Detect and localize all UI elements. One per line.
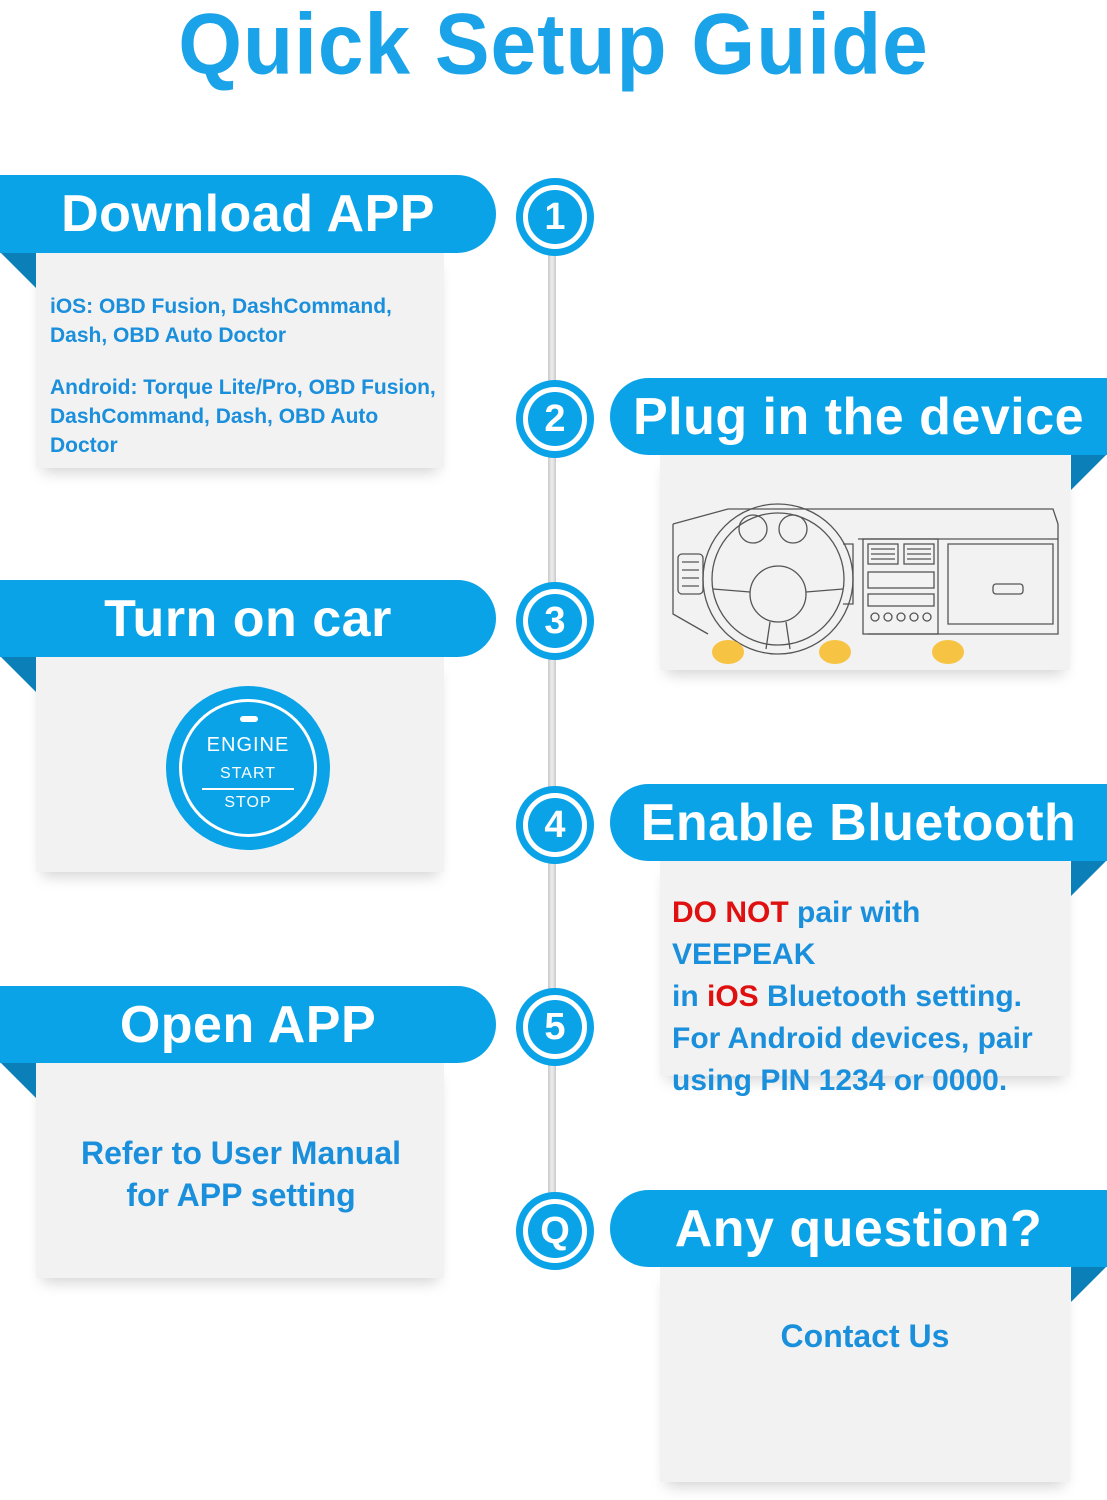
stop-label: STOP [224, 794, 272, 811]
engine-indicator-light [240, 716, 258, 722]
step-3-badge [516, 582, 594, 660]
step-5-card [36, 1062, 444, 1278]
step-3-heading: Turn on car [0, 580, 496, 657]
bluetooth-instructions [672, 892, 1068, 1102]
warning-text-2: Bluetooth setting. [758, 980, 1022, 1013]
question-letter: Q [528, 1204, 582, 1258]
do-not-warning: DO NOT [672, 896, 789, 929]
warning-text-in: in [672, 980, 707, 1013]
step-1-badge [516, 178, 594, 256]
step-5-heading: Open APP [0, 986, 496, 1063]
step-5-number: 5 [528, 1000, 582, 1054]
step-4-number: 4 [528, 798, 582, 852]
step-2-number: 2 [528, 392, 582, 446]
step-4-heading: Enable Bluetooth [610, 784, 1107, 861]
user-manual-text: Refer to User Manual for APP setting [80, 1135, 402, 1213]
banner-fold [1071, 860, 1107, 896]
ios-warning: iOS [707, 980, 759, 1013]
step-4-card [660, 860, 1070, 1097]
step-2-badge [516, 380, 594, 458]
step-1-android-apps: Android: Torque Lite/Pro, OBD Fusion, DashCommand, Dash, OBD Auto Doctor [50, 376, 436, 457]
warning-text-1: pair with VEEPEAK [672, 896, 921, 971]
step-2-heading: Plug in the device [610, 378, 1107, 455]
step-3-number: 3 [528, 594, 582, 648]
question-heading: Any question? [610, 1190, 1107, 1267]
question-badge [516, 1192, 594, 1270]
step-1-number: 1 [528, 190, 582, 244]
banner-fold [1071, 1266, 1107, 1302]
engine-label: ENGINE [206, 734, 290, 756]
car-dashboard-illustration [668, 484, 1063, 664]
step-1-heading: Download APP [0, 175, 496, 253]
step-5-badge [516, 988, 594, 1066]
page-title: Quick Setup Guide [178, 0, 929, 93]
step-1-ios-apps: iOS: OBD Fusion, DashCommand, Dash, OBD Auto Doctor [50, 295, 392, 347]
engine-start-stop-button [166, 686, 330, 850]
engine-button-ring [179, 699, 317, 837]
contact-us-link[interactable]: Contact Us [780, 1318, 950, 1354]
step-3-card [36, 656, 444, 872]
question-card [660, 1266, 1070, 1482]
step-4-badge [516, 786, 594, 864]
step-1-card [36, 252, 444, 468]
android-pin-text: For Android devices, pair using PIN 1234 or 0000. [672, 1022, 1033, 1097]
banner-fold [0, 1062, 36, 1098]
engine-divider [202, 788, 294, 790]
start-label: START [220, 765, 276, 782]
step-2-card [660, 454, 1070, 670]
banner-fold [0, 252, 36, 288]
banner-fold [0, 656, 36, 692]
banner-fold [1071, 454, 1107, 490]
